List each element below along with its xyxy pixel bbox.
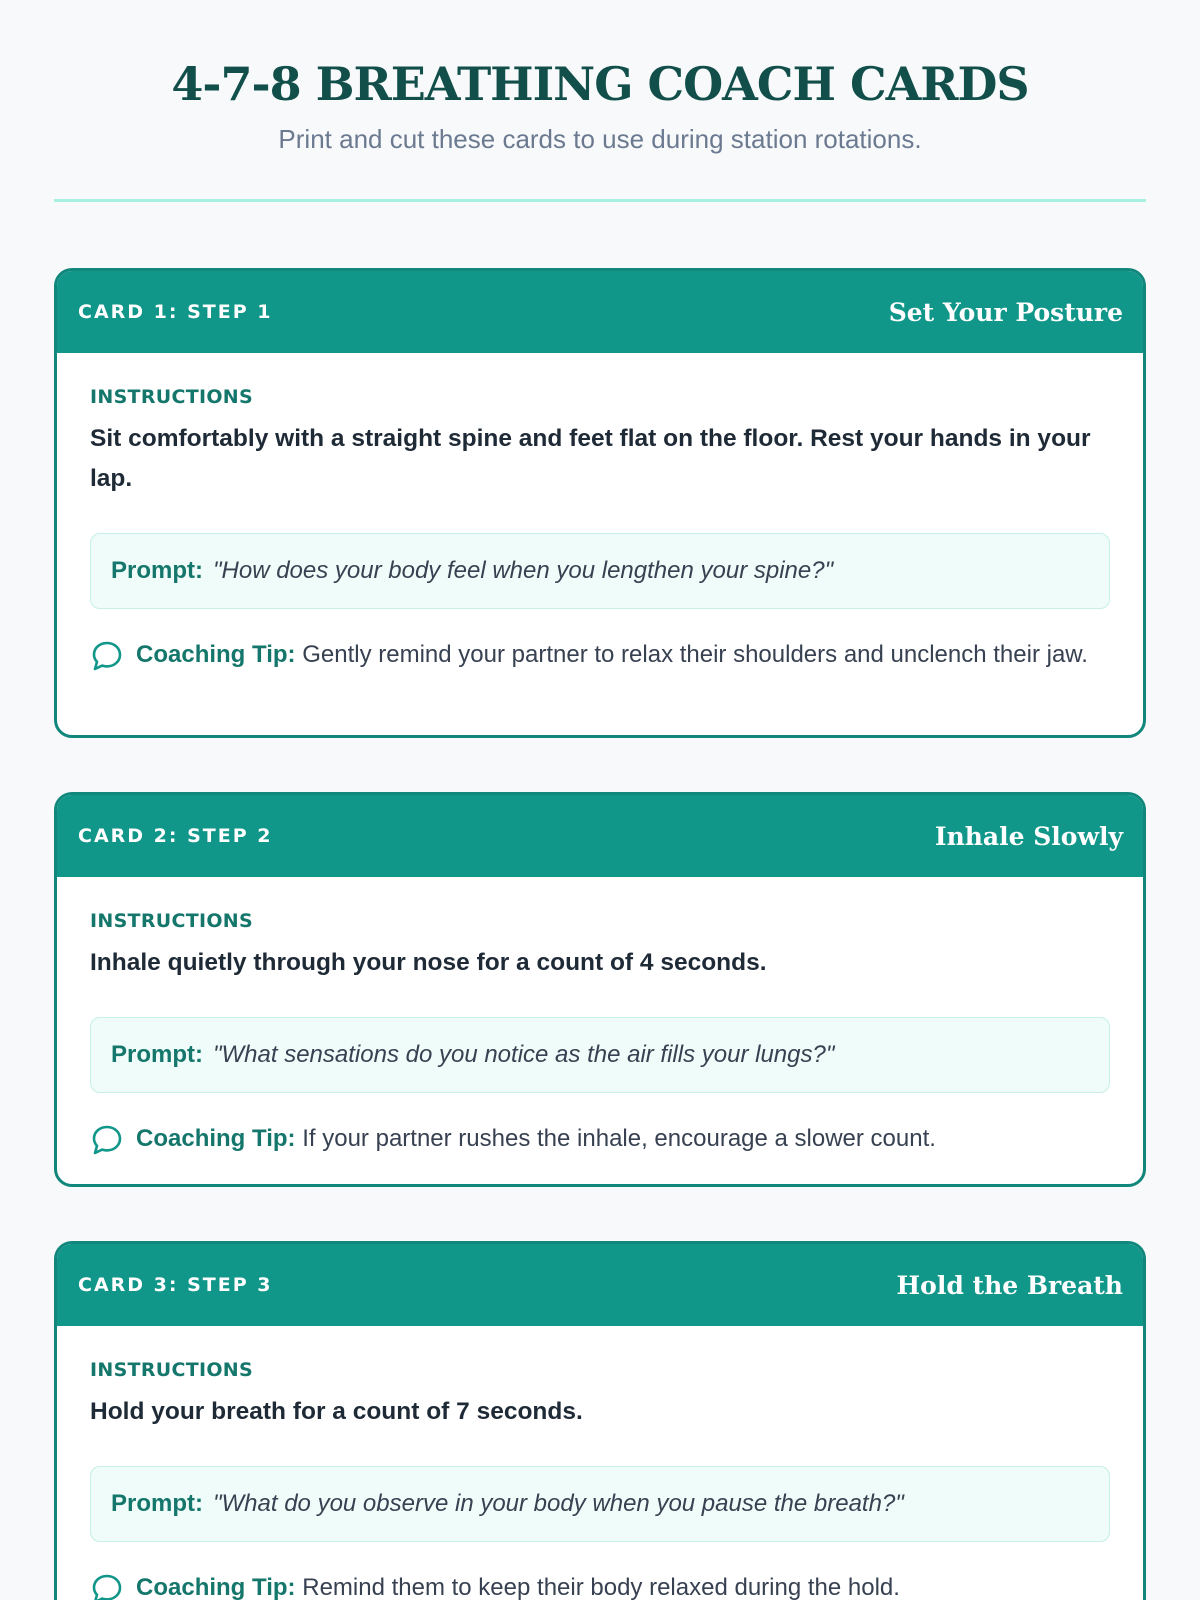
coach-card-1 — [54, 268, 1146, 738]
tip-text-block — [136, 637, 1088, 672]
page-header — [54, 0, 1146, 156]
instructions-text: Hold your breath for a count of 7 seconds. — [90, 1398, 583, 1425]
prompt-text: "What sensations do you notice as the air fills your lungs?" — [213, 1041, 835, 1068]
page-subtitle: Print and cut these cards to use during station rotations. — [278, 124, 922, 154]
prompt-label: Prompt: — [111, 557, 203, 584]
instructions-text: Sit comfortably with a straight spine and feet flat on the floor. Rest your hands in your lap. — [90, 425, 1091, 492]
card-step-label: CARD 1: STEP 1 — [78, 301, 273, 323]
prompt-text: "What do you observe in your body when you pause the breath?" — [213, 1490, 904, 1517]
prompt-text: "How does your body feel when you lengthen your spine?" — [213, 557, 834, 584]
card-body — [57, 1326, 1143, 1600]
coaching-tip — [90, 1121, 1110, 1157]
card-title: Inhale Slowly — [934, 821, 1123, 851]
coaching-tip — [90, 1570, 1110, 1600]
card-title: Hold the Breath — [896, 1270, 1123, 1300]
tip-text: Remind them to keep their body relaxed during the hold. — [302, 1574, 900, 1600]
header-divider — [54, 199, 1146, 202]
instructions-label: INSTRUCTIONS — [90, 910, 253, 932]
speech-bubble-icon — [90, 1572, 124, 1600]
tip-text-block — [136, 1570, 900, 1600]
tip-label: Coaching Tip: — [136, 641, 296, 668]
card-title: Set Your Posture — [888, 297, 1123, 327]
card-step-label: CARD 2: STEP 2 — [78, 825, 273, 847]
instructions-label: INSTRUCTIONS — [90, 386, 253, 408]
tip-text: Gently remind your partner to relax their shoulders and unclench their jaw. — [302, 641, 1088, 668]
card-step-label: CARD 3: STEP 3 — [78, 1274, 273, 1296]
speech-bubble-icon — [90, 639, 124, 673]
page-title: 4-7-8 BREATHING COACH CARDS — [171, 57, 1029, 111]
speech-bubble-icon — [90, 1123, 124, 1157]
instructions-text: Inhale quietly through your nose for a count of 4 seconds. — [90, 949, 767, 976]
prompt-label: Prompt: — [111, 1041, 203, 1068]
prompt-box — [90, 1017, 1110, 1093]
tip-text: If your partner rushes the inhale, encourage a slower count. — [302, 1125, 936, 1152]
card-body — [57, 353, 1143, 673]
card-body — [57, 877, 1143, 1157]
instructions-label: INSTRUCTIONS — [90, 1359, 253, 1381]
tip-text-block — [136, 1121, 936, 1156]
coach-card-2 — [54, 792, 1146, 1187]
card-header — [57, 795, 1143, 877]
tip-label: Coaching Tip: — [136, 1125, 296, 1152]
card-header — [57, 1244, 1143, 1326]
prompt-box — [90, 533, 1110, 609]
prompt-label: Prompt: — [111, 1490, 203, 1517]
coach-card-3 — [54, 1241, 1146, 1600]
prompt-box — [90, 1466, 1110, 1542]
tip-label: Coaching Tip: — [136, 1574, 296, 1600]
card-header — [57, 271, 1143, 353]
coaching-tip — [90, 637, 1110, 673]
